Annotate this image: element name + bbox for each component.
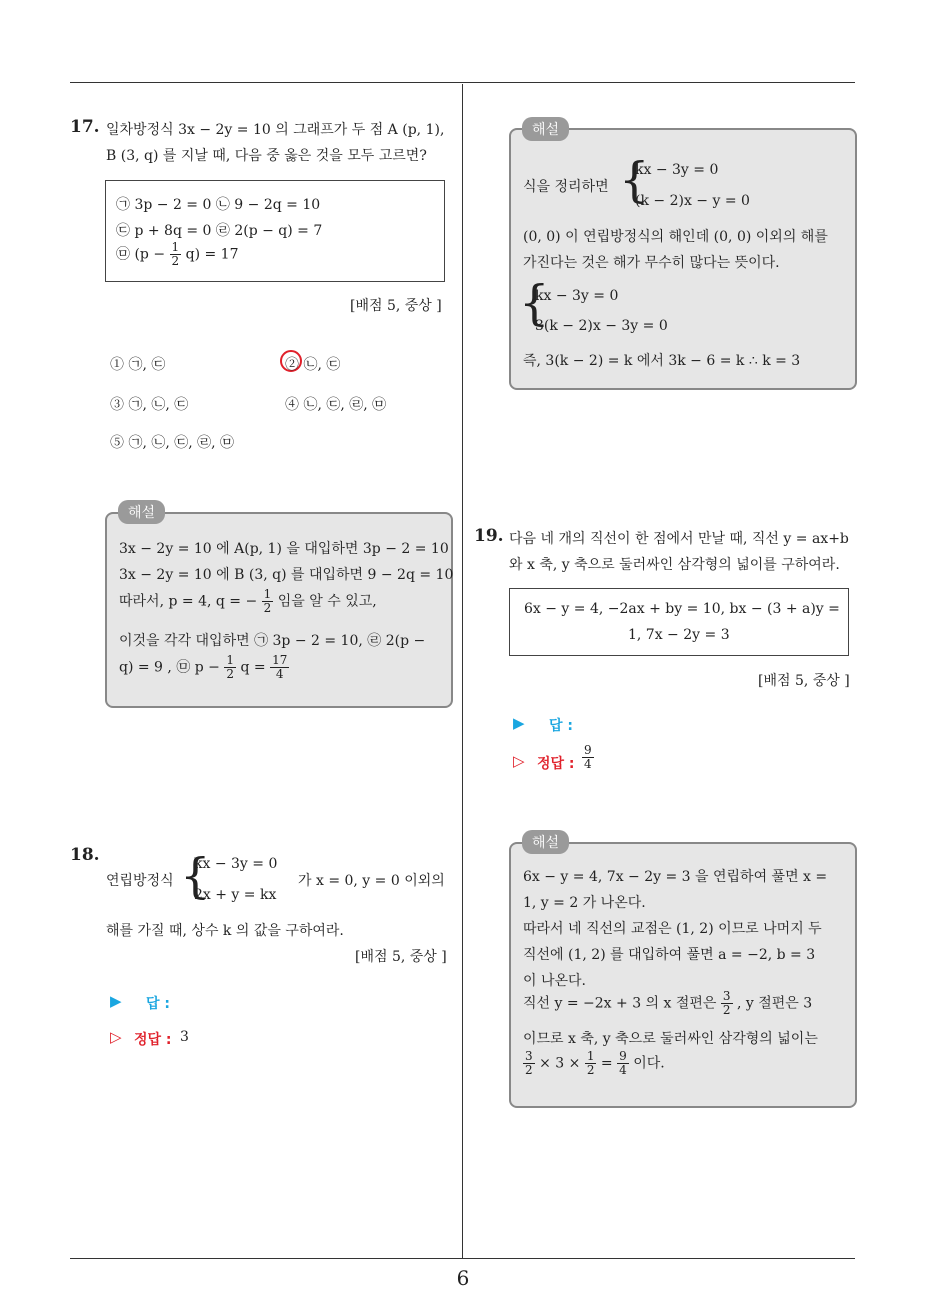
q19-sol-line2: 1, y = 2 가 나온다. — [523, 895, 646, 911]
sol18-brace-1: { — [619, 152, 650, 208]
bottom-rule — [70, 1258, 855, 1259]
fraction: $\frac{1}{2}$ — [586, 1049, 595, 1077]
q18-eq2: 2x + y = kx — [194, 887, 277, 903]
q19-condition-box — [509, 588, 849, 656]
q19-meta: [배점 5, 중상 ] — [758, 673, 850, 689]
choice-4[interactable]: ④ ㉡, ㉢, ㉣, ㉤ — [285, 397, 387, 413]
q18-final-label: 정답 : — [134, 1032, 172, 1048]
q18-label: 연립방정식 — [106, 873, 174, 889]
q19-solution-box — [509, 842, 857, 1108]
sol18-line3: 가진다는 것은 해가 무수히 많다는 뜻이다. — [523, 255, 780, 271]
q19-sol-line5: 이 나온다. — [523, 973, 586, 989]
q19-number: 19. — [474, 526, 504, 546]
q17-solution-box — [105, 512, 453, 708]
q19-sol-line7: 이므로 x 축, y 축으로 둘러싸인 삼각형의 넓이는 — [523, 1031, 818, 1047]
q19-box-line2: 1, 7x − 2y = 3 — [628, 627, 730, 643]
q18-answer-label: 답 : — [146, 996, 170, 1012]
sol18-eq1: kx − 3y = 0 — [635, 162, 719, 178]
q19-text-line2: 와 x 축, y 축으로 둘러싸인 삼각형의 넓이를 구하여라. — [509, 557, 840, 573]
top-rule — [70, 82, 855, 83]
fraction: $\frac{17}{4}$ — [272, 653, 288, 681]
sol18-line4: 즉, 3(k − 2) = k 에서 3k − 6 = k ∴ k = 3 — [523, 353, 801, 369]
q17-text-line1: 일차방정식 3x − 2y = 10 의 그래프가 두 점 A (p, 1), — [106, 122, 445, 138]
q19-sol-line6: 직선 y = −2x + 3 의 x 절편은 $\frac{3}{2}$ , y 절편은 3 — [523, 989, 813, 1017]
q18-system-brace: { — [180, 848, 211, 904]
choice-2[interactable]: ② ㉡, ㉢ — [285, 357, 341, 373]
choice-3[interactable]: ③ ㉠, ㉡, ㉢ — [110, 397, 189, 413]
q18-solution-box — [509, 128, 857, 390]
q19-final-label: 정답 : — [537, 756, 575, 772]
q17-text-line2: B (3, q) 를 지날 때, 다음 중 옳은 것을 모두 고르면? — [106, 148, 427, 164]
q17-condition-box — [105, 180, 445, 282]
sol18-line2: (0, 0) 이 연립방정식의 해인데 (0, 0) 이외의 해를 — [523, 229, 828, 245]
sol18-eq3: kx − 3y = 0 — [535, 288, 619, 304]
q19-text-line1: 다음 네 개의 직선이 한 점에서 만날 때, 직선 y = ax+b — [509, 531, 849, 547]
fraction: $\frac{1}{2}$ — [171, 240, 180, 268]
q17-number: 17. — [70, 117, 100, 137]
fraction: $\frac{9}{4}$ — [584, 743, 592, 771]
fraction: $\frac{3}{2}$ — [525, 1049, 533, 1077]
q17-sol-line3: 따라서, p = 4, q = − $\frac{1}{2}$ 임을 알 수 있고, — [119, 587, 377, 615]
fraction: $\frac{9}{4}$ — [619, 1049, 627, 1077]
sol18-eq4: 3(k − 2)x − 3y = 0 — [535, 318, 668, 334]
final-answer-arrow-icon: ▷ — [513, 752, 525, 770]
q17-box-line2: ㉢ p + 8q = 0 ㉣ 2(p − q) = 7 — [116, 223, 323, 239]
answer-arrow-icon: ▶ — [110, 992, 122, 1010]
choice-5[interactable]: ⑤ ㉠, ㉡, ㉢, ㉣, ㉤ — [110, 435, 235, 451]
q17-sol-line1: 3x − 2y = 10 에 A(p, 1) 을 대입하면 3p − 2 = 10 — [119, 541, 449, 557]
q18-text-line2: 해를 가질 때, 상수 k 의 값을 구하여라. — [106, 923, 344, 939]
q19-final-value — [582, 744, 594, 771]
sol18-label: 식을 정리하면 — [523, 179, 609, 195]
q19-sol-line1: 6x − y = 4, 7x − 2y = 3 을 연립하여 풀면 x = — [523, 869, 828, 885]
q17-sol-line2: 3x − 2y = 10 에 B (3, q) 를 대입하면 9 − 2q = 10 — [119, 567, 454, 583]
q19-sol-line8: $\frac{3}{2}$ × 3 × $\frac{1}{2}$ = $\frac{9}{4}$ 이다. — [525, 1049, 665, 1077]
q19-solution-tab: 해설 — [522, 830, 569, 854]
q19-answer-label: 답 : — [549, 718, 573, 734]
sol18-eq2: (k − 2)x − y = 0 — [635, 193, 750, 209]
answer-arrow-icon: ▶ — [513, 714, 525, 732]
q19-sol-line4: 직선에 (1, 2) 를 대입하여 풀면 a = −2, b = 3 — [523, 947, 816, 963]
q18-solution-tab: 해설 — [522, 117, 569, 141]
sol18-brace-2: { — [519, 275, 550, 331]
fraction: $\frac{1}{2}$ — [263, 587, 272, 615]
q17-meta: [배점 5, 중상 ] — [350, 298, 442, 314]
q18-tail: 가 x = 0, y = 0 이외의 — [298, 873, 445, 889]
fraction: $\frac{1}{2}$ — [226, 653, 234, 681]
page-number: 6 — [456, 1266, 470, 1290]
q19-box-line1: 6x − y = 4, −2ax + by = 10, bx − (3 + a)y = — [524, 601, 840, 617]
q17-box-line3: ㉤ (p − $\frac{1}{2}$ q) = 17 — [116, 240, 239, 268]
q17-sol-line5: q) = 9 , ㉤ p − $\frac{1}{2}$ q = $\frac{17}{4}$ — [119, 653, 288, 681]
q17-solution-tab: 해설 — [118, 500, 165, 524]
choice-1[interactable]: ① ㉠, ㉢ — [110, 357, 166, 373]
q19-sol-line3: 따라서 네 직선의 교점은 (1, 2) 이므로 나머지 두 — [523, 921, 822, 937]
q18-eq1: kx − 3y = 0 — [194, 856, 278, 872]
q18-meta: [배점 5, 중상 ] — [355, 949, 447, 965]
q17-box-line1: ㉠ 3p − 2 = 0 ㉡ 9 − 2q = 10 — [116, 197, 321, 213]
fraction: $\frac{3}{2}$ — [722, 989, 731, 1017]
column-divider — [462, 84, 463, 1259]
final-answer-arrow-icon: ▷ — [110, 1028, 122, 1046]
q17-sol-line4: 이것을 각각 대입하면 ㉠ 3p − 2 = 10, ㉣ 2(p − — [119, 633, 426, 649]
q18-number: 18. — [70, 845, 100, 865]
q18-final-value: 3 — [180, 1029, 189, 1045]
